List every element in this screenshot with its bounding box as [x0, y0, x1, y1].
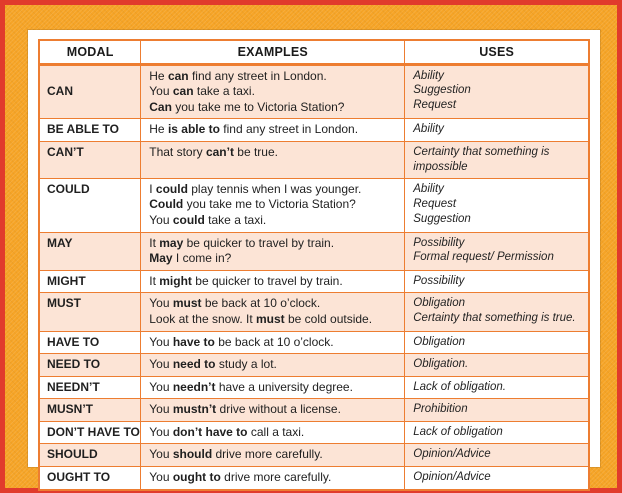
use-line: Ability	[413, 69, 444, 82]
use-line: Possibility	[413, 274, 465, 287]
modal-name: MUST	[39, 293, 141, 331]
table-row	[39, 293, 589, 331]
example-sentences	[141, 293, 405, 331]
uses	[405, 270, 589, 293]
example-sentences	[141, 331, 405, 354]
uses	[405, 467, 589, 490]
example-line: You can take a taxi.	[149, 84, 255, 99]
use-line: Possibility	[413, 236, 465, 249]
table-row	[39, 270, 589, 293]
uses	[405, 141, 589, 178]
table-row	[39, 354, 589, 377]
example-sentences	[141, 119, 405, 142]
uses	[405, 444, 589, 467]
table-row	[39, 119, 589, 142]
example-sentences	[141, 399, 405, 422]
table-row	[39, 331, 589, 354]
use-line: Request	[413, 197, 457, 210]
uses	[405, 232, 589, 270]
example-line: You should drive more carefully.	[149, 447, 323, 462]
example-line: May I come in?	[149, 251, 232, 266]
modal-name: CAN’T	[39, 141, 141, 178]
modal-table-body	[39, 64, 589, 490]
example-line: Can you take me to Victoria Station?	[149, 99, 345, 114]
modal-name: BE ABLE TO	[39, 119, 141, 142]
use-line: Obligation	[413, 297, 466, 310]
table-row	[39, 421, 589, 444]
uses	[405, 376, 589, 399]
column-header-modal: MODAL	[39, 40, 141, 64]
use-line: Lack of obligation.	[413, 380, 506, 393]
example-line: You don’t have to call a taxi.	[149, 424, 305, 439]
modal-name: COULD	[39, 178, 141, 232]
uses	[405, 421, 589, 444]
use-line: Obligation.	[413, 358, 469, 371]
example-line: You must be back at 10 o’clock.	[149, 296, 321, 311]
example-sentences	[141, 64, 405, 119]
modal-name: MAY	[39, 232, 141, 270]
uses	[405, 331, 589, 354]
modal-name: HAVE TO	[39, 331, 141, 354]
modal-name: MIGHT	[39, 270, 141, 293]
uses	[405, 178, 589, 232]
example-line: He is able to find any street in London.	[149, 122, 359, 137]
example-line: It may be quicker to travel by train.	[149, 235, 335, 250]
example-sentences	[141, 141, 405, 178]
modal-name: SHOULD	[39, 444, 141, 467]
table-header-row	[39, 40, 589, 64]
example-line: You ought to drive more carefully.	[149, 470, 332, 485]
example-line: I could play tennis when I was younger.	[149, 181, 362, 196]
use-line: Request	[413, 99, 457, 112]
use-line: Suggestion	[413, 212, 471, 225]
example-sentences	[141, 421, 405, 444]
modal-name: OUGHT TO	[39, 467, 141, 490]
use-line: Opinion/Advice	[413, 471, 491, 484]
example-line: Could you take me to Victoria Station?	[149, 197, 356, 212]
use-line: Lack of obligation	[413, 425, 503, 438]
table-row	[39, 376, 589, 399]
example-line: Look at the snow. It must be cold outside.	[149, 311, 373, 326]
column-header-examples: EXAMPLES	[141, 40, 405, 64]
uses	[405, 399, 589, 422]
example-line: That story can’t be true.	[149, 144, 278, 159]
example-line: You could take a taxi.	[149, 212, 267, 227]
use-line: Certainty that something is impossible	[413, 145, 550, 173]
table-row	[39, 399, 589, 422]
use-line: Suggestion	[413, 84, 471, 97]
example-sentences	[141, 444, 405, 467]
modal-verbs-table	[38, 39, 590, 491]
use-line: Opinion/Advice	[413, 448, 491, 461]
table-row	[39, 178, 589, 232]
modal-name: DON’T HAVE TO	[39, 421, 141, 444]
use-line: Obligation	[413, 335, 466, 348]
table-row	[39, 232, 589, 270]
use-line: Formal request/ Permission	[413, 251, 554, 264]
modal-name: MUSN’T	[39, 399, 141, 422]
example-sentences	[141, 467, 405, 490]
example-line: You needn’t have a university degree.	[149, 379, 353, 394]
example-sentences	[141, 178, 405, 232]
table-row	[39, 467, 589, 490]
example-line: It might be quicker to travel by train.	[149, 273, 343, 288]
example-sentences	[141, 270, 405, 293]
table-row	[39, 64, 589, 119]
use-line: Ability	[413, 123, 444, 136]
column-header-uses: USES	[405, 40, 589, 64]
use-line: Prohibition	[413, 403, 468, 416]
example-line: You mustn’t drive without a license.	[149, 402, 341, 417]
table-row	[39, 444, 589, 467]
uses	[405, 119, 589, 142]
example-line: He can find any street in London.	[149, 68, 327, 83]
uses	[405, 64, 589, 119]
example-sentences	[141, 376, 405, 399]
table-row	[39, 141, 589, 178]
example-sentences	[141, 354, 405, 377]
example-sentences	[141, 232, 405, 270]
uses	[405, 354, 589, 377]
example-line: You need to study a lot.	[149, 357, 277, 372]
modal-name: NEED TO	[39, 354, 141, 377]
modal-name: CAN	[39, 64, 141, 119]
modal-name: NEEDN’T	[39, 376, 141, 399]
use-line: Ability	[413, 182, 444, 195]
example-line: You have to be back at 10 o’clock.	[149, 334, 334, 349]
uses	[405, 293, 589, 331]
table-mat	[28, 30, 600, 485]
use-line: Certainty that something is true.	[413, 312, 576, 325]
